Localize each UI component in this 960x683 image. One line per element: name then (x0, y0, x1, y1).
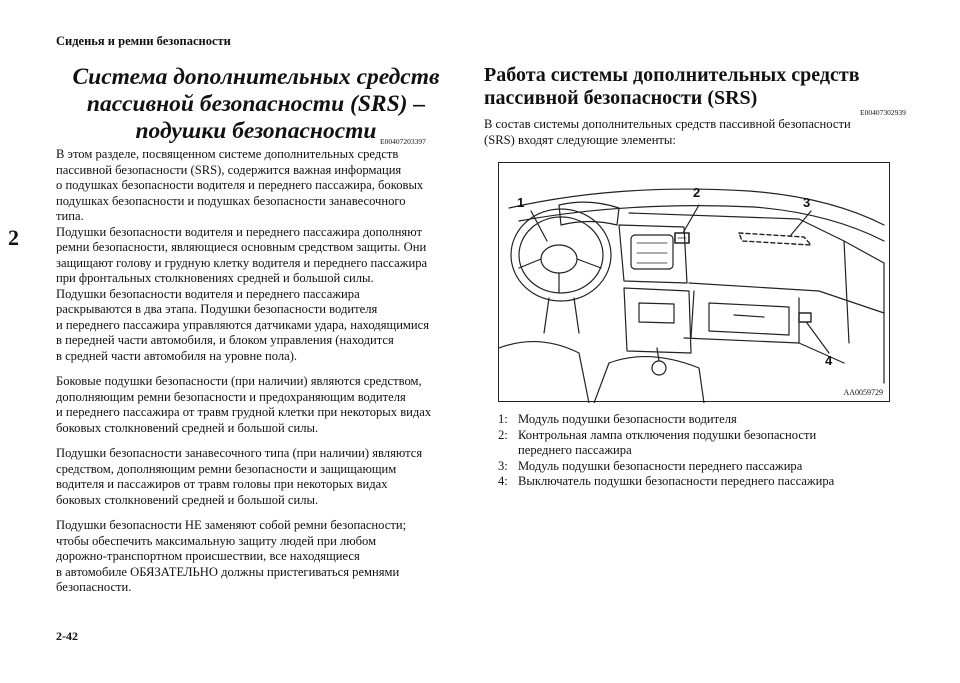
body-line: водителя и пассажиров от травм головы при некоторых видах (56, 477, 388, 491)
body-line: дорожно-транспортном происшествии, все находящиеся (56, 549, 360, 563)
legend-number: 3: (498, 458, 508, 473)
callout-2: 2 (693, 185, 701, 200)
callout-1: 1 (517, 195, 525, 210)
left-section-title (56, 64, 456, 145)
body-line: безопасности. (56, 580, 132, 594)
legend-line: Контрольная лампа отключения подушки безопасности (518, 427, 817, 442)
right-intro-text (484, 117, 851, 148)
left-section-code: E00407203397 (380, 137, 426, 146)
legend-item (498, 412, 898, 428)
figure-code: AA0059729 (843, 388, 883, 397)
body-line: защищают голову и грудную клетку водителя и переднего пассажира (56, 255, 428, 270)
body-line: и переднего пассажира от травм грудной клетки при некоторых видах (56, 405, 432, 419)
legend-text (518, 474, 834, 490)
right-title-line: Работа системы дополнительных средств (484, 64, 860, 86)
body-paragraph (56, 147, 456, 364)
body-line: подушках безопасности и подушках безопасности занавесочного (56, 193, 406, 208)
legend-item (498, 474, 898, 490)
callout-4: 4 (825, 353, 833, 368)
body-line: Подушки безопасности занавесочного типа (при наличии) являются (56, 446, 423, 460)
legend-number: 4: (498, 474, 508, 488)
left-title-line: пассивной безопасности (SRS) – (86, 91, 426, 117)
legend-line: переднего пассажира (518, 443, 632, 457)
dashboard-illustration (498, 162, 890, 402)
right-title-line: пассивной безопасности (SRS) (484, 87, 758, 109)
body-line: чтобы обеспечить максимальную защиту людей при любом (56, 533, 377, 548)
section-header: Сиденья и ремни безопасности (56, 34, 231, 48)
body-line: Подушки безопасности водителя и переднего пассажира дополняют (56, 224, 422, 239)
left-body-text (56, 147, 456, 606)
body-line: раскрываются в два этапа. Подушки безопасности водителя (56, 302, 378, 316)
body-line: дополняющим ремни безопасности и предохраняющим водителя (56, 389, 406, 404)
legend-text (518, 459, 802, 475)
body-line: Подушки безопасности НЕ заменяют собой ремни безопасности; (56, 518, 407, 532)
body-line: при фронтальных столкновениях средней и большой силы. (56, 271, 374, 285)
legend-number: 2: (498, 427, 508, 442)
legend-number: 1: (498, 412, 508, 426)
body-line: Боковые подушки безопасности (при наличии) являются средством, (56, 374, 422, 388)
body-line: пассивной безопасности (SRS), содержится важная информация (56, 162, 402, 177)
body-line: ремни безопасности, являющиеся основным средством защиты. Они (56, 240, 427, 254)
legend-item (498, 459, 898, 475)
left-title-line: подушки безопасности (135, 118, 377, 144)
body-line: средством, дополняющим ремни безопасности и защищающим (56, 461, 397, 476)
body-paragraph (56, 374, 456, 436)
legend-line: Модуль подушки безопасности переднего пассажира (518, 458, 803, 473)
body-paragraph (56, 446, 456, 508)
body-line: боковых столкновений средней и большой силы. (56, 420, 319, 435)
body-line: Подушки безопасности водителя и переднего пассажира (56, 286, 360, 301)
left-title-line: Система дополнительных средств (72, 64, 440, 90)
body-line: типа. (56, 209, 84, 223)
intro-line: (SRS) входят следующие элементы: (484, 132, 676, 147)
body-line: о подушках безопасности водителя и переднего пассажира, боковых (56, 178, 424, 192)
body-line: в средней части автомобиля на уровне пола). (56, 348, 298, 363)
body-line: в передней части автомобиля, и блоком управления (находится (56, 333, 394, 347)
legend-text (518, 412, 737, 428)
right-section-title (484, 64, 860, 110)
legend-text (518, 428, 816, 459)
chapter-number: 2 (8, 225, 19, 250)
body-line: боковых столкновений средней и большой силы. (56, 492, 319, 507)
legend-line: Выключатель подушки безопасности переднего пассажира (518, 474, 835, 488)
body-paragraph (56, 518, 456, 596)
legend-item (498, 428, 898, 459)
page-number: 2-42 (56, 629, 78, 643)
intro-line: В состав системы дополнительных средств пассивной безопасности (484, 117, 851, 131)
right-section-code: E00407302939 (860, 108, 906, 117)
callout-3: 3 (803, 195, 811, 210)
body-line: и переднего пассажира управляются датчиками удара, находящимися (56, 317, 430, 332)
figure-legend (498, 412, 898, 490)
body-line: в автомобиле ОБЯЗАТЕЛЬНО должны пристегиваться ремнями (56, 564, 400, 579)
body-line: В этом разделе, посвященном системе дополнительных средств (56, 147, 399, 161)
legend-line: Модуль подушки безопасности водителя (518, 412, 737, 426)
